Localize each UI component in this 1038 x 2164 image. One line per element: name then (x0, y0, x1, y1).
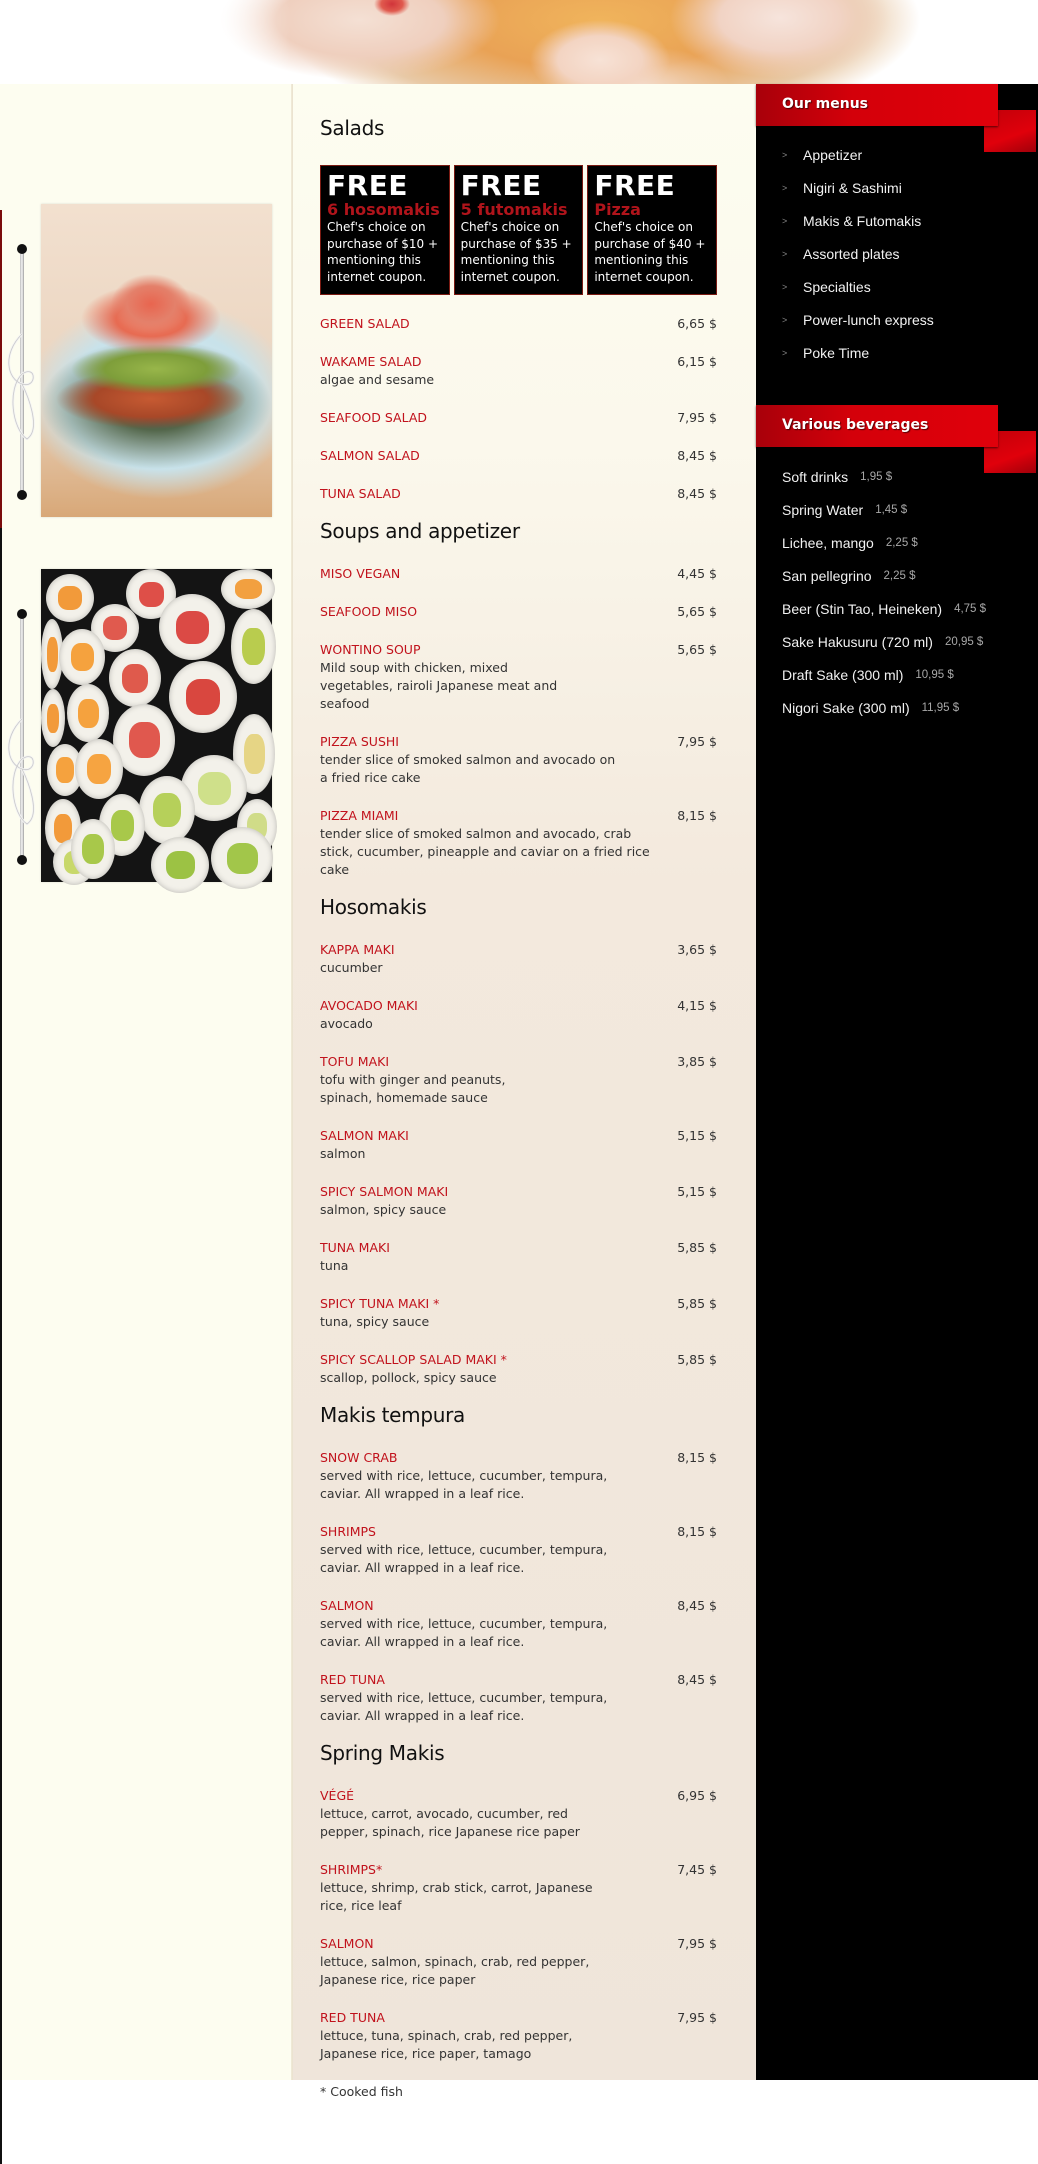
beverage-price: 1,45 $ (875, 503, 908, 516)
item-name: SPICY SCALLOP SALAD MAKI * (320, 1352, 507, 1367)
menu-item (320, 1597, 717, 1651)
item-price: 8,15 $ (677, 808, 717, 823)
item-name: SPICY SALMON MAKI (320, 1184, 449, 1199)
item-desc: served with rice, lettuce, cucumber, tempura, caviar. All wrapped in a leaf rice. (320, 1690, 608, 1723)
item-name: SALMON (320, 1598, 374, 1613)
item-price: 5,15 $ (677, 1128, 717, 1143)
hero-fade-right (930, 0, 1038, 84)
section-title-hosomakis: Hosomakis (320, 895, 427, 919)
beverage-item (782, 625, 986, 658)
item-price: 4,45 $ (677, 566, 717, 581)
item-price: 5,85 $ (677, 1296, 717, 1311)
beverage-name: Nigori Sake (300 ml) (782, 699, 910, 716)
menu-link-label: Power-lunch express (803, 311, 934, 328)
beverage-price: 11,95 $ (921, 701, 960, 714)
our-menus-title: Our menus (782, 96, 868, 112)
item-price: 3,85 $ (677, 1054, 717, 1069)
menu-link-power-lunch[interactable] (782, 303, 934, 336)
coupon-hosomakis[interactable] (320, 165, 450, 295)
item-price: 6,15 $ (677, 354, 717, 369)
sushi-rolls-photo (41, 569, 272, 882)
beverage-item (782, 691, 986, 724)
item-name: RED TUNA (320, 1672, 385, 1687)
menu-link-specialties[interactable] (782, 270, 934, 303)
chevron-right-icon: > (782, 215, 788, 226)
item-name: SNOW CRAB (320, 1450, 398, 1465)
sidebar (756, 84, 1038, 2080)
chevron-right-icon: > (782, 182, 788, 193)
section-title-salads: Salads (320, 116, 385, 140)
beverage-price: 20,95 $ (944, 635, 984, 648)
beverage-item (782, 658, 986, 691)
menu-item (320, 1671, 717, 1725)
beverage-price: 2,25 $ (883, 569, 916, 582)
item-price: 6,65 $ (677, 316, 717, 331)
beverage-price: 10,95 $ (915, 668, 954, 681)
item-price: 8,45 $ (677, 448, 717, 463)
menu-item (320, 1295, 717, 1331)
item-desc: algae and sesame (320, 372, 435, 387)
left-accent-line (0, 210, 2, 528)
item-name: SHRIMPS (320, 1524, 376, 1539)
coupon-free-label: FREE (460, 169, 542, 202)
item-desc: scallop, pollock, spicy sauce (320, 1370, 497, 1385)
item-price: 5,65 $ (677, 642, 717, 657)
chevron-right-icon: > (782, 347, 788, 358)
item-desc: Mild soup with chicken, mixed vegetables, rairoli Japanese meat and seafood (320, 660, 558, 711)
item-desc: tofu with ginger and peanuts, spinach, homemade sauce (320, 1072, 506, 1105)
item-price: 8,45 $ (677, 486, 717, 501)
menu-link-label: Makis & Futomakis (803, 212, 922, 229)
item-name: TOFU MAKI (320, 1054, 390, 1069)
coupon-free-label: FREE (327, 169, 408, 202)
hero-banner (0, 0, 1038, 84)
coupon-item: 6 hosomakis (327, 200, 440, 219)
menu-link-makis-futomakis[interactable] (782, 204, 934, 237)
coupon-pizza[interactable] (587, 165, 717, 295)
item-name: SEAFOOD MISO (320, 604, 418, 619)
item-price: 8,15 $ (677, 1450, 717, 1465)
our-menus-header (756, 84, 998, 126)
beverages-title: Various beverages (782, 417, 929, 433)
chevron-right-icon: > (782, 248, 788, 259)
item-name: PIZZA SUSHI (320, 734, 399, 749)
item-desc: salmon, spicy sauce (320, 1202, 447, 1217)
menu-item (320, 1239, 717, 1275)
binder-clip-icon (17, 609, 27, 867)
beverage-item (782, 460, 986, 493)
item-price: 5,15 $ (677, 1184, 717, 1199)
beverage-name: Beer (Stin Tao, Heineken) (782, 600, 943, 617)
section-title-soups: Soups and appetizer (320, 519, 520, 543)
item-name: SALMON MAKI (320, 1128, 409, 1143)
menu-content (292, 84, 756, 2099)
menu-item (320, 409, 717, 427)
item-price: 7,95 $ (677, 410, 717, 425)
item-desc: served with rice, lettuce, cucumber, tempura, caviar. All wrapped in a leaf rice. (320, 1468, 608, 1501)
beverages-header (756, 405, 998, 447)
item-desc: tender slice of smoked salmon and avocado on a fried rice cake (320, 752, 616, 785)
item-price: 6,95 $ (677, 1788, 717, 1803)
menu-item (320, 353, 717, 389)
item-price: 3,65 $ (677, 942, 717, 957)
beverage-item (782, 526, 986, 559)
item-name: MISO VEGAN (320, 566, 401, 581)
menu-item (320, 1523, 717, 1577)
chevron-right-icon: > (782, 314, 788, 325)
item-name: PIZZA MIAMI (320, 808, 399, 823)
menu-item (320, 485, 717, 503)
coupon-free-label: FREE (594, 169, 676, 202)
menu-item (320, 1351, 717, 1387)
coupon-item: 5 futomakis (460, 200, 568, 219)
item-desc: tender slice of smoked salmon and avocado, crab stick, cucumber, pineapple and caviar on a fried rice cake (320, 826, 650, 877)
item-desc: served with rice, lettuce, cucumber, tempura, caviar. All wrapped in a leaf rice. (320, 1542, 608, 1575)
chevron-right-icon: > (782, 149, 788, 160)
menu-link-label: Appetizer (803, 146, 863, 163)
beverage-list (782, 460, 986, 724)
coupon-row (320, 165, 717, 295)
hero-fade-left (200, 0, 290, 84)
item-name: SPICY TUNA MAKI * (320, 1296, 440, 1311)
item-desc: lettuce, tuna, spinach, crab, red pepper, Japanese rice, rice paper, tamago (320, 2028, 573, 2061)
menu-item (320, 997, 717, 1033)
section-title-spring-makis: Spring Makis (320, 1741, 445, 1765)
item-price: 8,45 $ (677, 1598, 717, 1613)
menu-item (320, 641, 717, 713)
menu-link-poke-time[interactable] (782, 336, 934, 369)
item-name: RED TUNA (320, 2010, 385, 2025)
beverage-price: 2,25 $ (885, 536, 918, 549)
menu-item (320, 2009, 717, 2063)
beverage-price: 4,75 $ (954, 602, 987, 615)
chevron-right-icon: > (782, 281, 788, 292)
binder-clip-icon (17, 244, 27, 502)
item-name: SALMON (320, 1936, 374, 1951)
item-name: SEAFOOD SALAD (320, 410, 427, 425)
menu-link-label: Nigiri & Sashimi (803, 179, 902, 196)
menu-item (320, 565, 717, 583)
menu-item (320, 733, 717, 787)
beverage-item (782, 559, 986, 592)
item-desc: served with rice, lettuce, cucumber, tempura, caviar. All wrapped in a leaf rice. (320, 1616, 608, 1649)
menu-link-label: Poke Time (803, 344, 870, 361)
item-desc: cucumber (320, 960, 383, 975)
coupon-desc: Chef's choice on purchase of $10 + mentioning this internet coupon. (327, 220, 439, 284)
item-price: 8,15 $ (677, 1524, 717, 1539)
menu-item (320, 315, 717, 333)
item-price: 4,15 $ (677, 998, 717, 1013)
item-name: VÉGÉ (320, 1788, 355, 1803)
item-price: 8,45 $ (677, 1672, 717, 1687)
item-price: 7,45 $ (677, 1862, 717, 1877)
beverage-name: Lichee, mango (782, 534, 874, 551)
menu-link-nigiri-sashimi[interactable] (782, 171, 934, 204)
beverage-name: Sake Hakusuru (720 ml) (782, 633, 933, 650)
beverage-item (782, 592, 986, 625)
coupon-desc: Chef's choice on purchase of $35 + mentioning this internet coupon. (460, 220, 572, 284)
item-name: KAPPA MAKI (320, 942, 395, 957)
item-name: TUNA MAKI (320, 1240, 390, 1255)
menu-item (320, 603, 717, 621)
item-desc: salmon (320, 1146, 366, 1161)
item-name: SHRIMPS* (320, 1862, 383, 1877)
item-desc: tuna, spicy sauce (320, 1314, 430, 1329)
beverage-name: Soft drinks (782, 468, 849, 485)
item-desc: lettuce, salmon, spinach, crab, red pepper, Japanese rice, rice paper (320, 1954, 590, 1987)
ribbon-bow-icon (7, 334, 47, 444)
menu-link-label: Assorted plates (803, 245, 900, 262)
beverage-name: San pellegrino (782, 567, 872, 584)
menu-item (320, 1861, 717, 1915)
menu-item (320, 1787, 717, 1841)
item-price: 7,95 $ (677, 2010, 717, 2025)
menu-item (320, 807, 717, 879)
hero-food-image (220, 0, 1010, 84)
item-desc: avocado (320, 1016, 373, 1031)
ribbon-bow-icon (7, 719, 47, 829)
item-price: 5,85 $ (677, 1352, 717, 1367)
menu-link-appetizer[interactable] (782, 138, 934, 171)
section-title-makis-tempura: Makis tempura (320, 1403, 466, 1427)
item-desc: lettuce, shrimp, crab stick, carrot, Japanese rice, rice leaf (320, 1880, 593, 1913)
item-name: GREEN SALAD (320, 316, 410, 331)
menu-item (320, 1053, 717, 1107)
photo-column (0, 84, 292, 2080)
menu-item (320, 1935, 717, 1989)
coupon-desc: Chef's choice on purchase of $40 + mentioning this internet coupon. (594, 220, 706, 284)
item-name: AVOCADO MAKI (320, 998, 418, 1013)
item-price: 7,95 $ (677, 734, 717, 749)
salad-photo (41, 204, 272, 517)
cooked-fish-footnote: * Cooked fish (320, 2084, 403, 2099)
item-price: 5,65 $ (677, 604, 717, 619)
coupon-item: Pizza (594, 200, 641, 219)
item-name: WAKAME SALAD (320, 354, 422, 369)
menu-item (320, 447, 717, 465)
beverage-price: 1,95 $ (860, 470, 893, 483)
item-name: WONTINO SOUP (320, 642, 421, 657)
beverage-item (782, 493, 986, 526)
menu-link-label: Specialties (803, 278, 871, 295)
menu-item (320, 941, 717, 977)
menu-link-assorted-plates[interactable] (782, 237, 934, 270)
left-dark-line (0, 528, 2, 2164)
menu-nav (782, 138, 934, 369)
item-price: 7,95 $ (677, 1936, 717, 1951)
menu-item (320, 1183, 717, 1219)
item-desc: tuna (320, 1258, 349, 1273)
beverage-name: Draft Sake (300 ml) (782, 666, 904, 683)
item-desc: lettuce, carrot, avocado, cucumber, red pepper, spinach, rice Japanese rice paper (320, 1806, 580, 1839)
item-name: SALMON SALAD (320, 448, 420, 463)
menu-item (320, 1449, 717, 1503)
beverage-name: Spring Water (782, 501, 864, 518)
coupon-futomakis[interactable] (454, 165, 584, 295)
menu-item (320, 1127, 717, 1163)
item-name: TUNA SALAD (320, 486, 401, 501)
item-price: 5,85 $ (677, 1240, 717, 1255)
